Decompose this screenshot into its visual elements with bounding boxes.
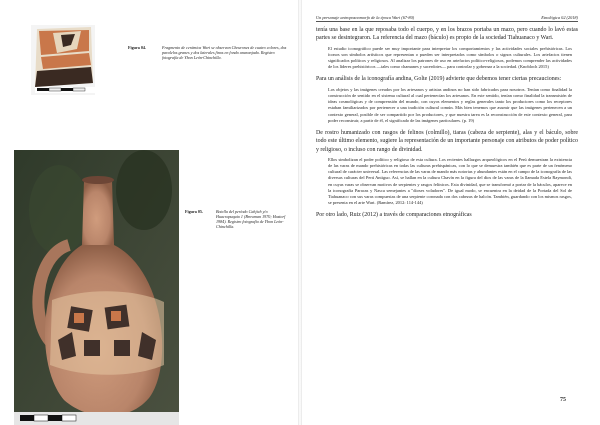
header-rule [316, 21, 578, 22]
block-quote: Ellos simbolizan el poder político y religioso de esta cultura. Los recientes hallazgos arqueológicos en el Perú demuestran la existencia de las varas de mando prehistóricas en todas las culturas prehispánicas, con lo que se demuestra también que es parte de un fenómeno cultural de carácter universal. Las referencias de las varas de mando más notorias y abundantes están en el campo de la iconografía de las diversas culturas del Perú Antiguo. Así, se hallan en la cultura Chavín en la figura del dios de las varas de la llamada Estela Raymondi, en cuyas varas se observan motivos de serpientes y rasgos felínicos. Esta divinidad, que se transformó a portar de la báculos, aparece en la iconografía Paracas y Nasca semejantes a "dioses voladores". De igual modo, se encuentra en la deidad de la Portada del Sol de Tiahuanaco con sus varas compuestas de una serpiente coronada con dos cabezas de halcón. También, guardando con los mismos rasgos, se presenta en el arte Wari. (Ramírez, 2012: 114-144) [328, 156, 572, 206]
block-quote: Los objetos y las imágenes creados por los artesanos y artistas andinos no han sido fabricados para nosotros. Tenían como finalidad la construcción de sentido en el sistema cultural al cual pertenecían los artesanos. En este sentido, tenían como finalidad la transmisión de ideas cosmológicas y de comprensión del mundo, con cuyos elementos y reglas generales tanto los productores como los receptores estaban familiarizados por pertenecer a una tradición cultural común. Más bien tenemos que asumir que las imágenes pertenecen a un contexto general, posible de ser compartido por los productores, y que nuestra tarea es la reconstrucción de este contexto general, para poder reconstruir, a partir de él, el significado de las imágenes particulares. (p. 19) [328, 86, 572, 123]
ceramic-bottle-photo [14, 150, 179, 425]
figure-04-text: Fragmento de cerámica Wari se observan Cheurones de cuatro colores, dos paralelos granes y dos laterales finos en fondo anaranjado. Registro fotografía de Ybon León-Chinchilla. [162, 45, 287, 60]
figure-05-text: Botella del período Cahjich y/o Huacrapuquio 1 (Browman 1970; Hastorf 1984). Registro fotografía de Ybon León-Chinchilla. [216, 209, 286, 229]
running-header [316, 15, 578, 23]
body-paragraph: De rostro humanizado con rasgos de felinos (colmillo), tiaras (cabeza de serpiente), alas y el báculo, sobre todo este último elemento, sugiere la representación de un importante personaje con atributos de poder político y religioso, o incluso con rango de divinidad. [316, 129, 578, 153]
ceramic-sherd-photo [31, 25, 95, 95]
block-quote: El estudio iconográfico puede ser muy importante para interpretar los comportamientos y las actividades sociales prehistóricas. Los íconos son símbolos artísticos que representan o pueden ser interpretados como símbolos o signos culturales. Los artefactos tienen significados políticos y religiosos. Al analizar los patrones de uso en artefactos político-religiosos, podemos comprender las actividades de los líderes prehistóricos —tales como chamanes y sacerdotes— para controlar y gobernar a la sociedad. (Knobloch 2015) [328, 45, 572, 70]
figure-05-caption [185, 209, 290, 259]
book-gutter [298, 0, 302, 425]
body-paragraph: tenía una base en la que reposaba todo el cuerpo, y en los brazos portaba un mazo, pero cuando lo lavó estas partes se desintegraron. La referencia del mazo (báculo) es propio de la sociedad Tiahuanaco y Wari. [316, 27, 578, 42]
figure-04-caption [128, 45, 288, 75]
body-paragraph: Por otro lado, Ruiz (2012) a través de comparaciones etnográficas [316, 212, 472, 219]
body-paragraph: Para un análisis de la iconografía andina, Golte (2019) advierte que debemos tener ciertas precauciones: [316, 76, 562, 83]
page-number: 75 [560, 397, 566, 403]
body-text [316, 26, 578, 410]
figure-05-label: Figura 05. [185, 209, 203, 214]
header-article-title: Un personaje antropozoomorfo de la época Wari (67-80) [316, 15, 415, 20]
header-journal-issue: Etnológica 02 (2018) [541, 15, 578, 20]
figure-04-label: Figura 04. [128, 45, 146, 50]
